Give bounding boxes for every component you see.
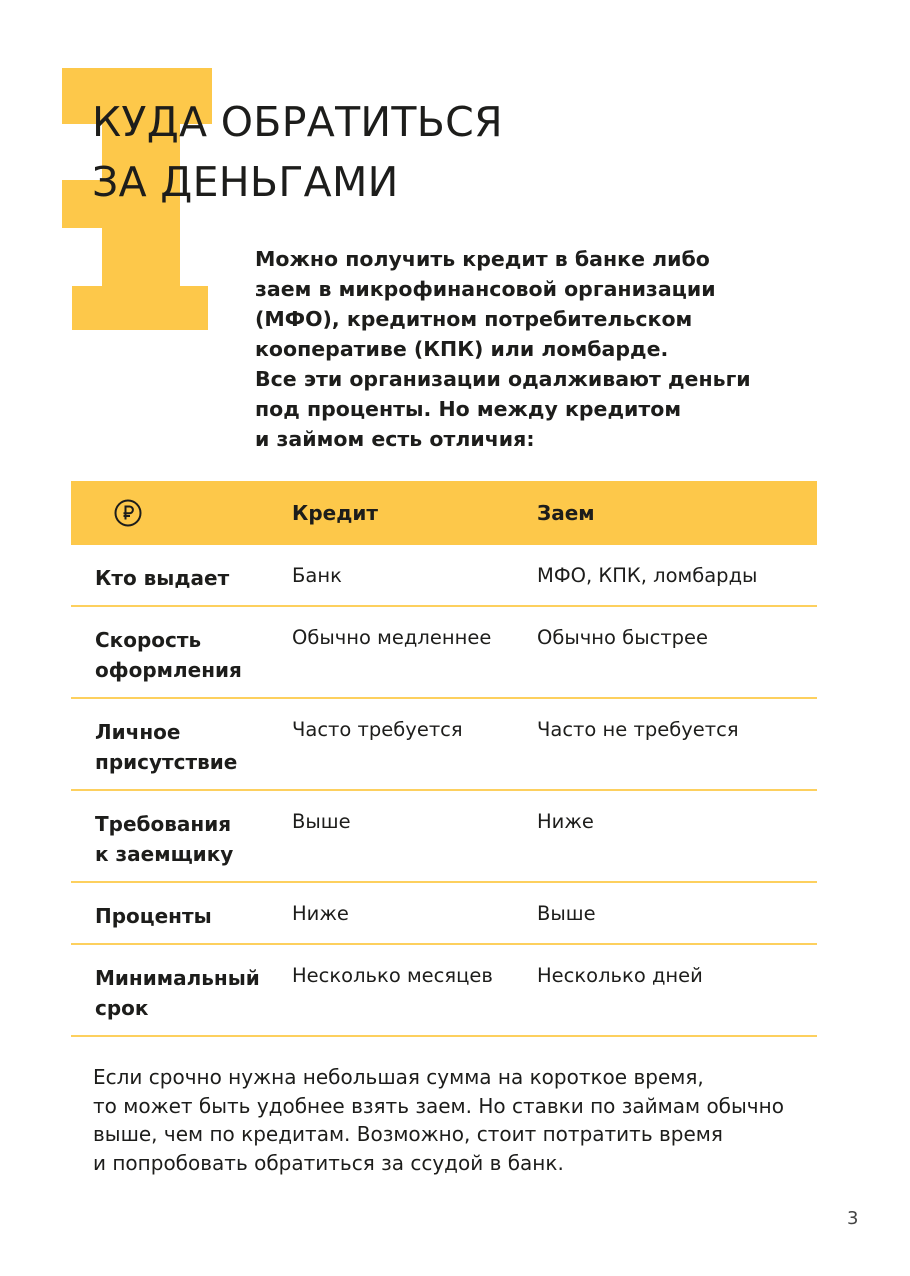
cell-loan: МФО, КПК, ломбарды [537, 564, 758, 587]
table-header [71, 481, 817, 545]
cell-loan: Несколько дней [537, 964, 703, 987]
intro-line: под проценты. Но между кредитом [255, 397, 682, 421]
page-title-line: КУДА ОБРАТИТЬСЯ [92, 98, 503, 146]
page-number: 3 [847, 1208, 859, 1229]
row-label-line: присутствие [95, 750, 238, 774]
row-label-line: Минимальный [95, 966, 260, 990]
table-row [71, 883, 817, 945]
row-label [95, 563, 229, 593]
cell-credit: Ниже [292, 902, 349, 925]
row-label [95, 901, 212, 931]
table-row [71, 607, 817, 699]
column-header-loan: Заем [537, 501, 595, 525]
row-label-line: Требования [95, 812, 232, 836]
row-label [95, 717, 237, 777]
cell-credit: Банк [292, 564, 342, 587]
cell-credit: Несколько месяцев [292, 964, 493, 987]
table-row [71, 545, 817, 607]
comparison-table [71, 481, 817, 1037]
cell-credit: Обычно медленнее [292, 626, 492, 649]
cell-loan: Ниже [537, 810, 594, 833]
row-label [95, 625, 242, 685]
row-label-line: оформления [95, 658, 242, 682]
row-label-line: Личное [95, 720, 181, 744]
intro-line: Все эти организации одалживают деньги [255, 367, 751, 391]
footnote-paragraph [93, 1063, 784, 1177]
table-row [71, 791, 817, 883]
row-label-line: Проценты [95, 904, 212, 928]
row-label-line: срок [95, 996, 149, 1020]
table-row [71, 945, 817, 1037]
footnote-line: выше, чем по кредитам. Возможно, стоит потратить время [93, 1122, 723, 1146]
ruble-icon [114, 499, 142, 527]
row-label [95, 963, 260, 1023]
row-label-line: Кто выдает [95, 566, 230, 590]
row-label-line: Скорость [95, 628, 202, 652]
cell-loan: Обычно быстрее [537, 626, 709, 649]
intro-line: кооперативе (КПК) или ломбарде. [255, 337, 669, 361]
table-row [71, 699, 817, 791]
cell-loan: Выше [537, 902, 596, 925]
intro-paragraph [255, 244, 795, 454]
intro-line: (МФО), кредитном потребительском [255, 307, 693, 331]
cell-credit: Часто требуется [292, 718, 463, 741]
row-label-line: к заемщику [95, 842, 234, 866]
footnote-line: Если срочно нужна небольшая сумма на короткое время, [93, 1065, 704, 1089]
cell-credit: Выше [292, 810, 351, 833]
row-label [95, 809, 233, 869]
intro-line: и займом есть отличия: [255, 427, 535, 451]
intro-line: заем в микрофинансовой организации [255, 277, 716, 301]
column-header-credit: Кредит [292, 501, 378, 525]
footnote-line: то может быть удобнее взять заем. Но ставки по займам обычно [93, 1093, 784, 1118]
cell-loan: Часто не требуется [537, 718, 739, 741]
intro-line: Можно получить кредит в банке либо [255, 247, 710, 271]
page-title-line: ЗА ДЕНЬГАМИ [92, 158, 399, 206]
page-title [92, 92, 503, 212]
footnote-line: и попробовать обратиться за ссудой в банк. [93, 1150, 564, 1175]
